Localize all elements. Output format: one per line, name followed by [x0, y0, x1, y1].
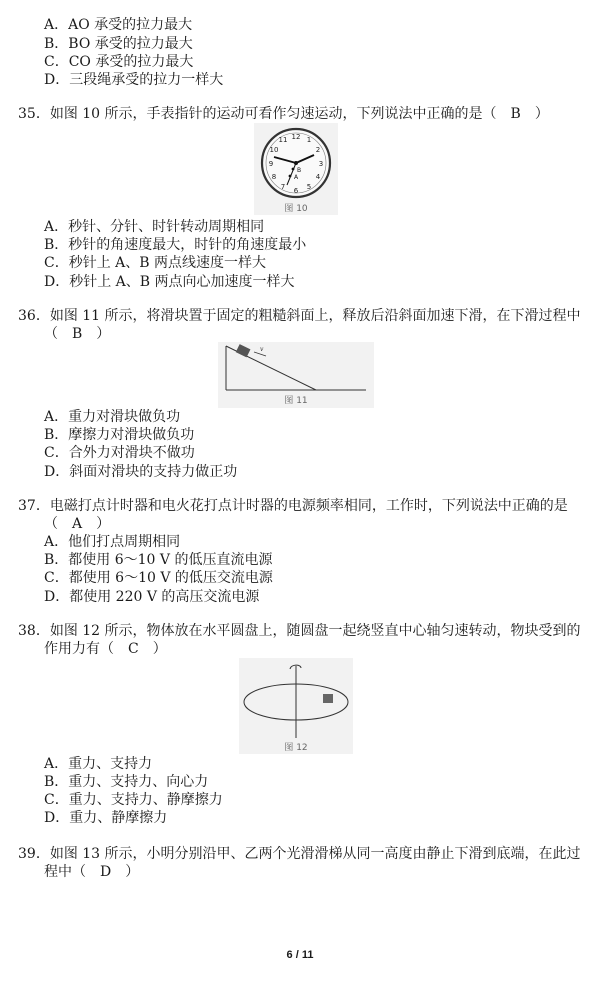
block-on-disk	[323, 694, 333, 703]
q37-option-b: B．都使用 6～10 V 的低压直流电源	[44, 552, 273, 568]
q37-option-c: C．都使用 6～10 V 的低压交流电源	[44, 570, 273, 586]
q39-stem-line2: 程中（ D ）	[44, 864, 140, 880]
q37-option-a: A．他们打点周期相同	[44, 534, 181, 550]
q38-option-a: A．重力、支持力	[44, 756, 153, 772]
q36-option-d: D．斜面对滑块的支持力做正功	[44, 464, 238, 480]
clock-number-5: 5	[306, 183, 312, 191]
q38-stem-line2: 作用力有（ C ）	[44, 641, 167, 657]
q37-stem-line1: 37．电磁打点计时器和电火花打点计时器的电源频率相同，工作时，下列说法中正确的是	[18, 498, 568, 514]
q36-figure-incline	[218, 342, 374, 408]
prev-option-a: A．AO 承受的拉力最大	[44, 17, 193, 33]
q37-stem-line2: （ A ）	[44, 516, 111, 532]
clock-number-7: 7	[280, 183, 286, 191]
q36-option-b: B．摩擦力对滑块做负功	[44, 427, 195, 443]
q36-figure-caption: 图 11	[284, 396, 308, 406]
q38-figure-caption: 图 12	[284, 743, 308, 753]
clock-number-6: 6	[293, 187, 299, 195]
q36-option-a: A．重力对滑块做负功	[44, 409, 181, 425]
clock-label-b: B	[297, 167, 302, 174]
clock-number-12: 12	[291, 133, 301, 141]
q35-option-d: D．秒针上 A、B 两点向心加速度一样大	[44, 274, 295, 290]
q35-option-a: A．秒针、分针、时针转动周期相同	[44, 219, 265, 235]
clock-number-4: 4	[315, 173, 321, 181]
prev-option-b: B．BO 承受的拉力最大	[44, 36, 193, 52]
clock-number-10: 10	[269, 146, 279, 154]
q35-figure-caption: 图 10	[284, 204, 308, 214]
q38-option-c: C．重力、支持力、静摩擦力	[44, 792, 223, 808]
clock-number-11: 11	[278, 136, 288, 144]
page-number: 6 / 11	[286, 949, 314, 961]
clock-number-1: 1	[306, 136, 312, 144]
prev-option-c: C．CO 承受的拉力最大	[44, 54, 194, 70]
q36-stem-line2: （ B ）	[44, 326, 111, 342]
clock-point-a	[289, 175, 292, 178]
q38-option-d: D．重力、静摩擦力	[44, 810, 168, 826]
clock-number-8: 8	[271, 173, 277, 181]
q36-stem-line1: 36．如图 11 所示，将滑块置于固定的粗糙斜面上，释放后沿斜面加速下滑，在下滑过程中	[18, 308, 581, 324]
clock-number-3: 3	[318, 160, 324, 168]
q35-option-c: C．秒针上 A、B 两点线速度一样大	[44, 255, 267, 271]
q39-stem-line1: 39．如图 13 所示，小明分别沿甲、乙两个光滑滑梯从同一高度由静止下滑到底端，在此过	[18, 846, 581, 862]
q37-option-d: D．都使用 220 V 的高压交流电源	[44, 589, 260, 605]
q36-option-c: C．合外力对滑块不做功	[44, 445, 195, 461]
prev-option-d: D．三段绳承受的拉力一样大	[44, 72, 224, 88]
clock-point-b	[292, 168, 295, 171]
q38-figure-disk	[239, 658, 353, 754]
clock-label-a: A	[294, 174, 299, 181]
q35-figure-clock	[254, 123, 338, 215]
clock-number-9: 9	[268, 160, 274, 168]
velocity-label: v	[260, 346, 264, 353]
clock-number-2: 2	[315, 146, 321, 154]
q35-stem: 35．如图 10 所示，手表指针的运动可看作匀速运动，下列说法中正确的是（ B ）	[18, 106, 549, 122]
q35-option-b: B．秒针的角速度最大，时针的角速度最小	[44, 237, 307, 253]
q38-option-b: B．重力、支持力、向心力	[44, 774, 209, 790]
q38-stem-line1: 38．如图 12 所示，物体放在水平圆盘上，随圆盘一起绕竖直中心轴匀速转动，物块受到的	[18, 623, 581, 639]
